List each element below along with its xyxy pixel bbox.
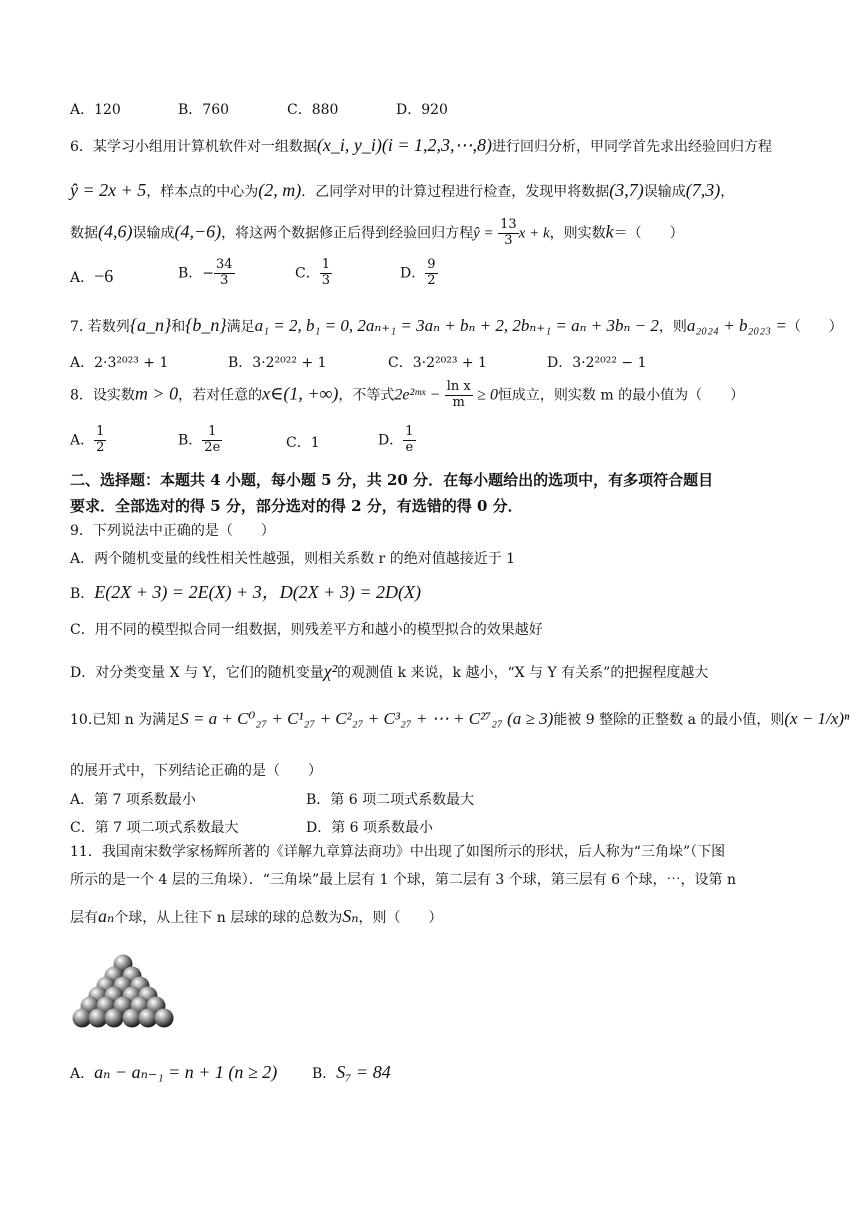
q8-option-c: C．1 bbox=[286, 435, 320, 451]
q10-sum-expression: S = a + C⁰₂₇ + C¹₂₇ + C²₂₇ + C³₂₇ + ⋯ + C²⁷₂₇ (a ≥ 3) bbox=[180, 709, 554, 728]
option-label: D． bbox=[400, 265, 426, 282]
q9-option-b bbox=[70, 580, 800, 605]
fraction-numerator: 1 bbox=[96, 424, 105, 439]
q6-text: 数据 bbox=[70, 225, 98, 242]
q6-center: (2, m) bbox=[258, 180, 302, 200]
q6-text: 进行回归分析，甲同学首先求出经验回归方程 bbox=[492, 139, 773, 155]
q6-line-1 bbox=[70, 133, 800, 158]
option-label: D． bbox=[378, 432, 404, 449]
q10-text: 能被 9 整除的正整数 a 的最小值，则 bbox=[553, 712, 785, 728]
q10-stem bbox=[70, 707, 850, 731]
q9-text: D．对分类变量 X 与 Y，它们的随机变量 bbox=[70, 665, 324, 681]
q7-option-b: B．3·2²⁰²² + 1 bbox=[228, 355, 327, 371]
option-label: B． bbox=[178, 432, 203, 449]
q6-point: (4,6) bbox=[98, 221, 133, 242]
triangular-ball-pile-figure bbox=[68, 948, 178, 1038]
q6-regression-eq: ŷ = 2x + 5 bbox=[70, 180, 147, 200]
q8-text: 8．设实数 bbox=[70, 387, 135, 404]
ball bbox=[105, 1009, 124, 1028]
q7-text: 7. 若数列 bbox=[70, 319, 130, 335]
option-sign: − bbox=[202, 265, 215, 282]
q11-line-1: 11．我国南宋数学家杨辉所著的《详解九章算法商功》中出现了如图所示的形状，后人称为“三角垛”（下图 bbox=[70, 844, 726, 860]
fraction-denominator: 3 bbox=[220, 272, 229, 288]
q11-an: aₙ bbox=[98, 906, 115, 926]
fraction-denominator: 3 bbox=[321, 272, 330, 288]
q7-conditions: a₁ = 2, b₁ = 0, 2aₙ₊₁ = 3aₙ + bₙ + 2, 2bₙ₊₁ = aₙ + 3bₙ − 2 bbox=[254, 316, 659, 335]
q6-point: (4,−6) bbox=[174, 221, 222, 242]
q6-text: ，则实数 bbox=[549, 225, 606, 242]
q6-eq2-fraction bbox=[498, 218, 519, 249]
q7-stem bbox=[70, 313, 843, 338]
q6-text: 误输成 bbox=[132, 225, 175, 242]
q6-eq2-lhs: ŷ = bbox=[473, 225, 494, 242]
q6-point: (3,7) bbox=[609, 180, 644, 200]
q11-option-a-math: aₙ − aₙ₋₁ = n + 1 (n ≥ 2) bbox=[94, 1062, 278, 1082]
q6-text: 误输成 bbox=[643, 184, 686, 200]
option-fraction bbox=[425, 258, 437, 289]
q10-binomial: (x − 1/x)ⁿ bbox=[784, 709, 850, 728]
fraction-denominator: m bbox=[452, 394, 465, 410]
fraction-denominator: e bbox=[405, 439, 414, 455]
q7-option-a: A．2·3²⁰²³ + 1 bbox=[70, 355, 169, 371]
option-value: −6 bbox=[94, 266, 114, 286]
q7-option-c: C．3·2²⁰²³ + 1 bbox=[388, 355, 487, 371]
q11-text: ，则（ ） bbox=[358, 910, 443, 926]
q6-option-a bbox=[70, 266, 113, 287]
q10-option-c: C．第 7 项二项式系数最大 bbox=[70, 820, 239, 836]
q7-text: 满足 bbox=[226, 319, 255, 335]
fraction-numerator: 1 bbox=[202, 425, 222, 441]
q6-option-c bbox=[295, 258, 332, 289]
fraction-numerator: 9 bbox=[427, 257, 436, 272]
q7-option-d: D．3·2²⁰²² − 1 bbox=[547, 355, 647, 371]
fraction-numerator: 1 bbox=[405, 424, 414, 439]
option-label: B． bbox=[312, 1066, 337, 1082]
q6-text: ，样本点的中心为 bbox=[146, 184, 259, 200]
q10-text: 10.已知 n 为满足 bbox=[70, 712, 181, 728]
q11-option-b bbox=[312, 1062, 391, 1083]
q10-line-2: 的展开式中，下列结论正确的是（ ） bbox=[70, 763, 322, 779]
option-fraction bbox=[214, 258, 235, 289]
q5-option-b: B．760 bbox=[178, 102, 230, 118]
q6-option-b bbox=[178, 258, 235, 289]
q5-option-a: A．120 bbox=[70, 102, 121, 118]
fraction-numerator: 1 bbox=[321, 257, 330, 272]
q7-sequence-a: {a_n} bbox=[129, 315, 172, 335]
q11-text: 个球，从上往下 n 层球的球的总数为 bbox=[114, 910, 343, 926]
q11-option-b-math: S₇ = 84 bbox=[336, 1062, 391, 1082]
q9-chi-squared: χ² bbox=[323, 661, 338, 681]
q10-option-d: D．第 6 项系数最小 bbox=[306, 820, 434, 836]
q8-option-b bbox=[178, 425, 222, 456]
section2-heading-line2: 要求．全部选对的得 5 分，部分选对的得 2 分，有选错的得 0 分． bbox=[70, 497, 523, 515]
q6-data-math: (x_i, y_i)(i = 1,2,3,⋯,8) bbox=[316, 135, 493, 155]
q9-option-a: A．两个随机变量的线性相关性越强，则相关系数 r 的绝对值越接近于 1 bbox=[70, 551, 516, 567]
q9-option-c: C．用不同的模型拟合同一组数据，则残差平方和越小的模型拟合的效果越好 bbox=[70, 622, 543, 638]
q10-option-a: A．第 7 项系数最小 bbox=[70, 792, 196, 808]
option-label: A． bbox=[70, 1066, 95, 1082]
q11-sn: Sₙ bbox=[342, 906, 359, 926]
q8-inequality: ≥ 0 bbox=[477, 386, 498, 404]
q10-option-b: B．第 6 项二项式系数最大 bbox=[306, 792, 475, 808]
q9-text: 的观测值 k 来说，k 越小，“X 与 Y 有关系”的把握程度越大 bbox=[337, 665, 709, 681]
q6-line-2 bbox=[70, 178, 800, 203]
q8-inequality-fraction bbox=[445, 380, 473, 411]
q8-x-condition: x∈(1, +∞) bbox=[262, 383, 339, 404]
q6-text: ，将这两个数据修正后得到经验回归方程 bbox=[221, 225, 474, 242]
option-label: A． bbox=[70, 270, 95, 286]
q6-k: k bbox=[605, 221, 614, 242]
q5-option-d: D．920 bbox=[396, 102, 448, 118]
ball bbox=[155, 1009, 174, 1028]
option-fraction bbox=[320, 258, 332, 289]
fraction-numerator: ln x bbox=[446, 379, 471, 394]
q8-text: ，不等式 bbox=[338, 387, 395, 404]
q9-option-b-math: E(2X + 3) = 2E(X) + 3，D(2X + 3) = 2D(X) bbox=[94, 582, 421, 602]
q6-eq2-rhs: x + k bbox=[518, 225, 550, 242]
q7-sequence-b: {b_n} bbox=[185, 315, 227, 335]
q11-option-a bbox=[70, 1062, 277, 1083]
q9-option-d bbox=[70, 659, 800, 684]
q7-text: （ ） bbox=[786, 319, 843, 335]
option-fraction bbox=[94, 425, 106, 456]
q11-line-3 bbox=[70, 904, 800, 929]
option-label: A． bbox=[70, 432, 95, 449]
q8-inequality: 2e²ᵐˣ − bbox=[394, 386, 441, 404]
q6-text: ， bbox=[720, 184, 735, 200]
q8-stem bbox=[70, 380, 800, 411]
fraction-denominator: 3 bbox=[504, 232, 513, 248]
q8-text: ，若对任意的 bbox=[178, 387, 263, 404]
option-fraction bbox=[403, 425, 415, 456]
q7-text: 和 bbox=[171, 319, 186, 335]
option-label: B． bbox=[70, 586, 95, 602]
fraction-denominator: 2e bbox=[204, 439, 221, 455]
fraction-numerator: 13 bbox=[500, 217, 517, 232]
q7-target: a₂₀₂₄ + b₂₀₂₃ = bbox=[686, 316, 787, 335]
option-fraction bbox=[202, 425, 222, 456]
q6-text: 6．某学习小组用计算机软件对一组数据 bbox=[70, 139, 317, 155]
q9-stem: 9．下列说法中正确的是（ ） bbox=[70, 523, 275, 539]
q8-option-d bbox=[378, 425, 416, 456]
q11-line-2: 所示的是一个 4 层的三角垛）．“三角垛”最上层有 1 个球，第二层有 3 个球，第三层有 6 个球，⋯，设第 n bbox=[70, 872, 737, 888]
option-label: C． bbox=[295, 265, 320, 282]
q8-m-condition: m > 0 bbox=[134, 383, 179, 404]
q7-text: ，则 bbox=[658, 319, 687, 335]
q6-text: ＝（ ） bbox=[613, 225, 684, 242]
q6-text: ．乙同学对甲的计算过程进行检查，发现甲将数据 bbox=[301, 184, 610, 200]
q6-point: (7,3) bbox=[685, 180, 721, 200]
fraction-numerator: 34 bbox=[216, 257, 233, 272]
q11-text: 层有 bbox=[70, 910, 98, 926]
q5-option-c: C．880 bbox=[287, 102, 339, 118]
fraction-denominator: 2 bbox=[96, 439, 105, 455]
q6-option-d bbox=[400, 258, 438, 289]
q6-line-3 bbox=[70, 218, 800, 249]
fraction-denominator: 2 bbox=[427, 272, 436, 288]
section2-heading-line1: 二、选择题：本题共 4 小题，每小题 5 分，共 20 分．在每小题给出的选项中，有多项符合题目 bbox=[70, 471, 714, 489]
q8-option-a bbox=[70, 425, 106, 456]
option-label: B． bbox=[178, 265, 203, 282]
q8-text: 恒成立，则实数 m 的最小值为（ ） bbox=[497, 387, 745, 404]
